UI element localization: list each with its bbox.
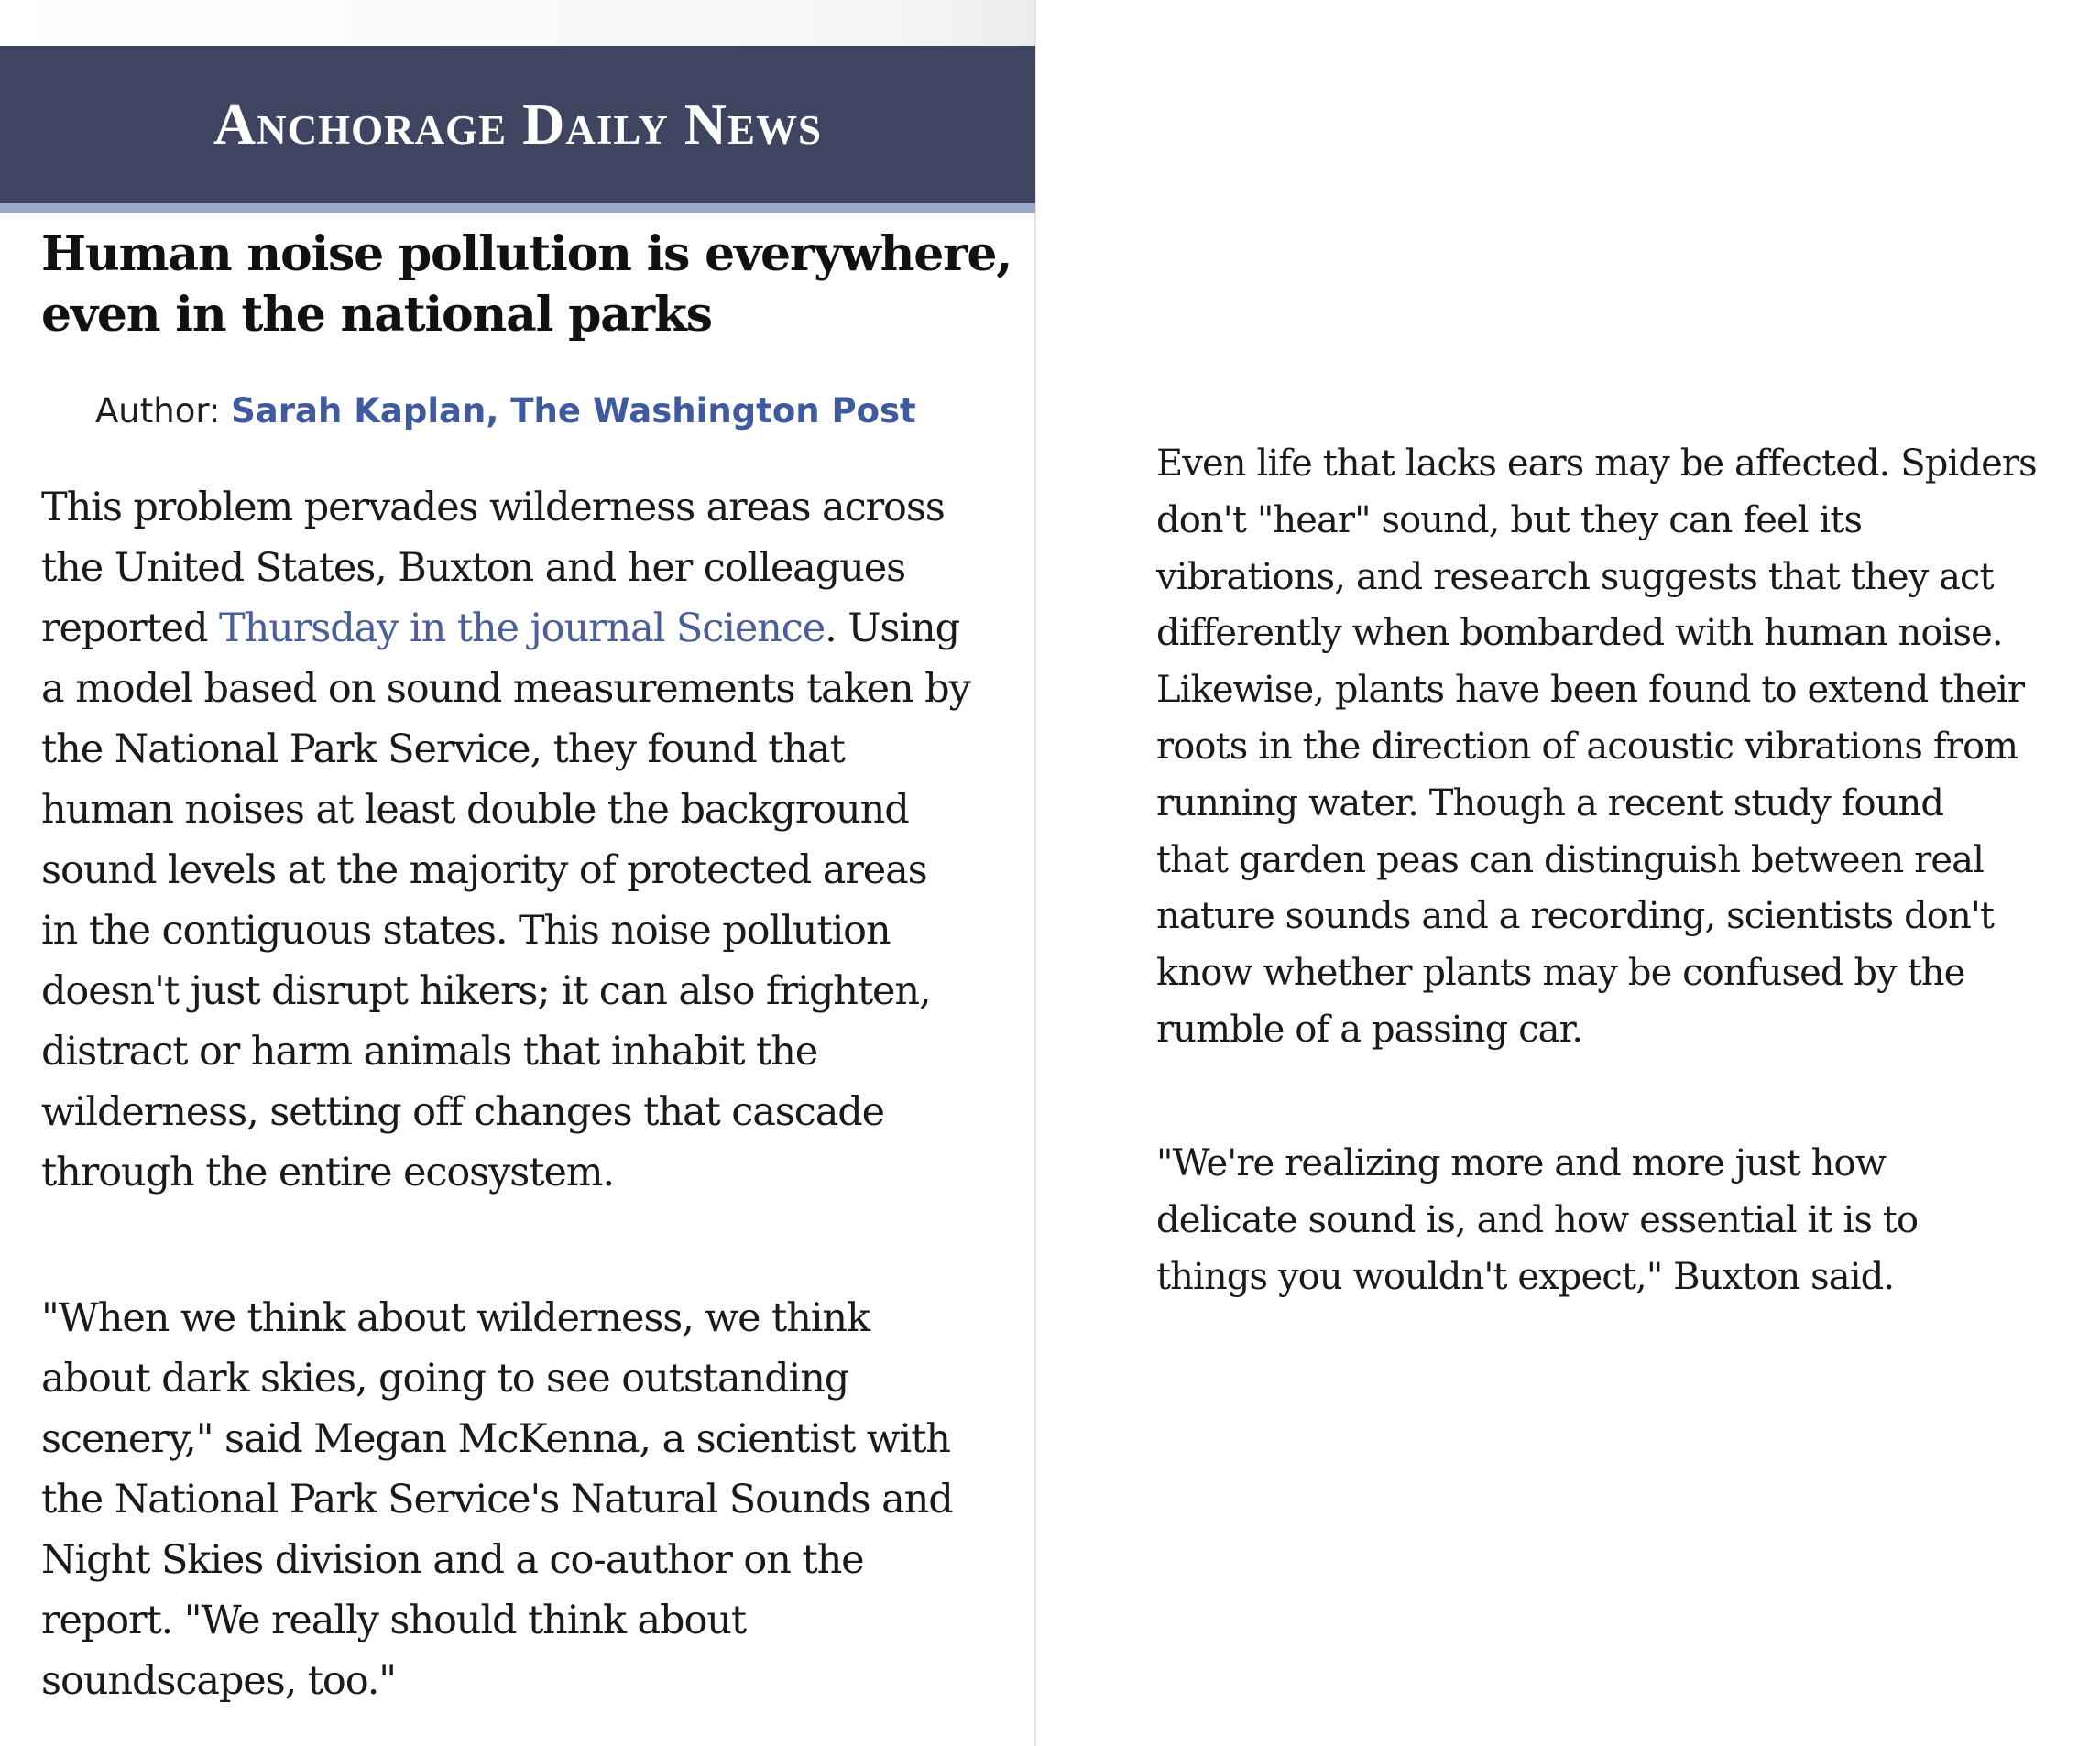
text-line: report. "We really should think about — [41, 1598, 747, 1643]
text-line: nature sounds and a recording, scientists don't — [1156, 895, 1995, 938]
text-fragment: reported — [41, 606, 219, 651]
text-line: through the entire ecosystem. — [41, 1150, 615, 1195]
text-line — [41, 598, 1012, 659]
text-line: roots in the direction of acoustic vibrations from — [1156, 725, 2018, 768]
text-line: doesn't just disrupt hikers; it can also frighten, — [41, 968, 931, 1014]
text-line: the National Park Service's Natural Sounds and — [41, 1477, 953, 1522]
text-line: distract or harm animals that inhabit the — [41, 1029, 818, 1075]
text-line: that garden peas can distinguish between real — [1156, 838, 1984, 881]
text-line: rumble of a passing car. — [1156, 1008, 1583, 1051]
article-headline — [41, 224, 1012, 345]
text-line: differently when bombarded with human noise. — [1156, 612, 2003, 655]
text-line: know whether plants may be confused by the — [1156, 952, 1965, 995]
text-line: wilderness, setting off changes that cascade — [41, 1089, 885, 1135]
masthead-rule — [0, 203, 1035, 213]
article-paragraph-3 — [1156, 436, 2091, 1059]
text-line: don't "hear" sound, but they can feel its — [1156, 498, 1863, 541]
text-line: Even life that lacks ears may be affected. Spiders — [1156, 442, 2037, 485]
headline-line: Human noise pollution is everywhere, — [41, 226, 1012, 282]
publication-logo[interactable]: Anchorage Daily News — [213, 92, 823, 157]
headline-line: even in the national parks — [41, 287, 712, 343]
text-line: vibrations, and research suggests that they act — [1156, 555, 1994, 598]
author-link[interactable]: Sarah Kaplan, The Washington Post — [231, 391, 916, 431]
text-line: scenery," said Megan McKenna, a scientist with — [41, 1416, 950, 1462]
article-paragraph-2 — [41, 1288, 1012, 1711]
byline-label: Author: — [95, 391, 232, 431]
text-line: in the contiguous states. This noise pollution — [41, 908, 891, 954]
text-line: a model based on sound measurements taken by — [41, 666, 970, 712]
byline — [95, 388, 916, 434]
text-line: "When we think about wilderness, we think — [41, 1295, 870, 1341]
text-line: human noises at least double the background — [41, 787, 909, 833]
text-fragment: . Using — [825, 606, 960, 651]
text-line: delicate sound is, and how essential it is to — [1156, 1198, 1919, 1241]
text-line: Likewise, plants have been found to extend their — [1156, 669, 2025, 712]
masthead — [0, 46, 1035, 203]
science-journal-link[interactable]: Thursday in the journal Science — [219, 606, 826, 651]
text-line: Night Skies division and a co-author on the — [41, 1537, 864, 1583]
article-paragraph-4 — [1156, 1136, 2091, 1305]
text-line: about dark skies, going to see outstanding — [41, 1356, 849, 1402]
text-line: This problem pervades wilderness areas across — [41, 485, 945, 530]
top-strip — [0, 0, 1035, 46]
column-divider — [1034, 0, 1036, 1746]
text-line: things you wouldn't expect," Buxton said. — [1156, 1255, 1895, 1298]
text-line: soundscapes, too." — [41, 1658, 396, 1704]
text-line: "We're realizing more and more just how — [1156, 1142, 1887, 1184]
text-line: running water. Though a recent study found — [1156, 781, 1944, 824]
article-paragraph-1 — [41, 477, 1012, 1203]
text-line: sound levels at the majority of protected areas — [41, 847, 927, 893]
text-line: the United States, Buxton and her colleagues — [41, 545, 906, 591]
text-line: the National Park Service, they found that — [41, 726, 845, 772]
